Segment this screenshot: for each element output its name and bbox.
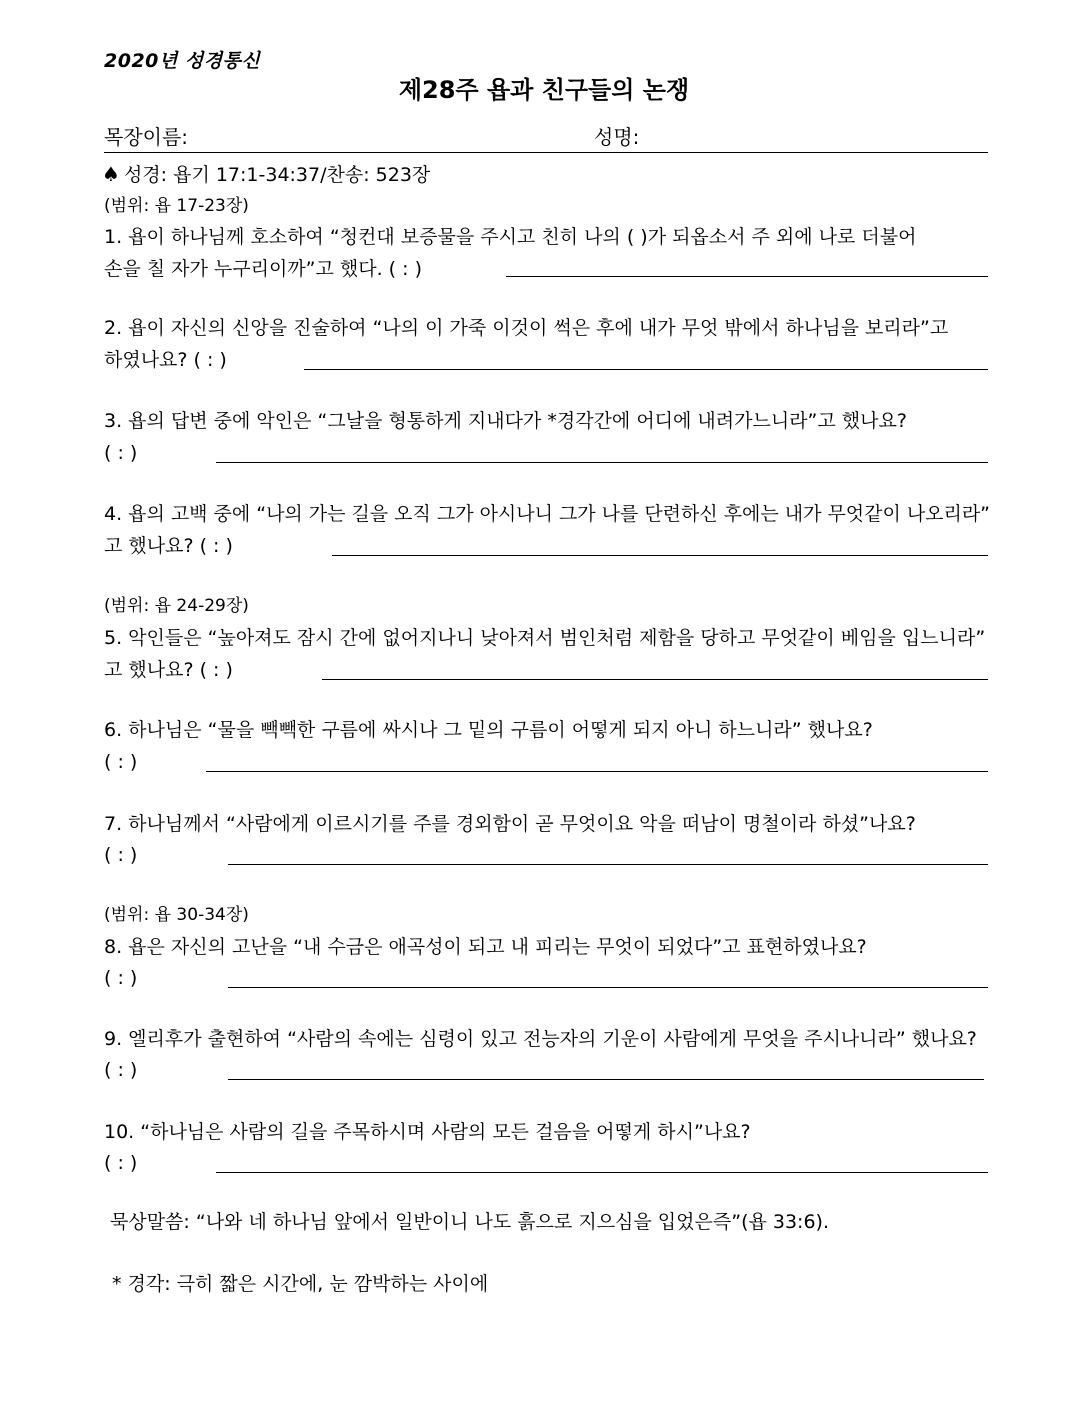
question-6-line1: 6. 하나님은 “물을 빽빽한 구름에 싸시나 그 밑의 구름이 어떻게 되지 아니 하느니라” 했나요?	[104, 719, 873, 741]
footnote: * 경각: 극히 짧은 시간에, 눈 깜박하는 사이에	[112, 1273, 489, 1295]
page-title: 제28주 욥과 친구들의 논쟁	[398, 76, 690, 104]
memory-verse: 묵상말씀: “나와 네 하나님 앞에서 일반이니 나도 흙으로 지으심을 입었은즉”(욥 33:6).	[110, 1211, 829, 1233]
person-name-label: 성명:	[594, 125, 640, 149]
answer-line-7[interactable]	[228, 864, 988, 865]
question-7-line2: ( : )	[104, 844, 138, 866]
name-fields-row	[104, 122, 988, 153]
question-1-line1: 1. 욥이 하나님께 호소하여 “청컨대 보증물을 주시고 친히 나의 ( )가 되옵소서 주 외에 나로 더불어	[104, 226, 917, 248]
spade-icon: ♠	[102, 162, 120, 186]
newsletter-tag: 2020년 성경통신	[104, 50, 261, 72]
reading-text: 성경: 욥기 17:1-34:37/찬송: 523장	[123, 164, 431, 186]
answer-line-10[interactable]	[216, 1172, 988, 1173]
range-heading: (범위: 욥 17-23장)	[104, 196, 249, 216]
question-4-line2: 고 했나요? ( : )	[104, 535, 233, 557]
question-10-line2: ( : )	[104, 1152, 138, 1174]
answer-line-2[interactable]	[304, 369, 988, 370]
answer-line-5[interactable]	[322, 679, 988, 680]
question-6-line2: ( : )	[104, 751, 138, 773]
question-3-line1: 3. 욥의 답변 중에 악인은 “그날을 형통하게 지내다가 *경각간에 어디에 내려가느니라”고 했나요?	[104, 410, 907, 432]
range-heading: (범위: 욥 30-34장)	[104, 905, 249, 925]
question-1-line2: 손을 칠 자가 누구리이까”고 했다. ( : )	[104, 258, 422, 280]
answer-line-4[interactable]	[332, 555, 988, 556]
question-7-line1: 7. 하나님께서 “사람에게 이르시기를 주를 경외함이 곧 무엇이요 악을 떠남이 명철이라 하셨”나요?	[104, 813, 916, 835]
question-5-line1: 5. 악인들은 “높아져도 잠시 간에 없어지나니 낮아져서 범인처럼 제함을 당하고 무엇같이 베임을 입느니라”	[104, 627, 986, 649]
group-name-label: 목장이름:	[104, 125, 189, 149]
question-2-line2: 하였나요? ( : )	[104, 349, 227, 371]
answer-line-1[interactable]	[506, 276, 988, 277]
question-9-line1: 9. 엘리후가 출현하여 “사람의 속에는 심령이 있고 전능자의 기운이 사람에게 무엇을 주시나니라” 했나요?	[104, 1028, 977, 1050]
question-8-line1: 8. 욥은 자신의 고난을 “내 수금은 애곡성이 되고 내 피리는 무엇이 되었다”고 표현하였나요?	[104, 936, 867, 958]
answer-line-9[interactable]	[228, 1079, 984, 1080]
question-3-line2: ( : )	[104, 442, 138, 464]
range-heading: (범위: 욥 24-29장)	[104, 596, 249, 616]
question-5-line2: 고 했나요? ( : )	[104, 659, 233, 681]
reading-line	[102, 162, 430, 187]
question-2-line1: 2. 욥이 자신의 신앙을 진술하여 “나의 이 가죽 이것이 썩은 후에 내가 무엇 밖에서 하나님을 보리라”고	[104, 317, 949, 339]
question-9-line2: ( : )	[104, 1059, 138, 1081]
question-8-line2: ( : )	[104, 967, 138, 989]
answer-line-3[interactable]	[216, 462, 988, 463]
answer-line-8[interactable]	[228, 987, 988, 988]
question-10-line1: 10. “하나님은 사람의 길을 주목하시며 사람의 모든 걸음을 어떻게 하시”나요?	[104, 1121, 751, 1143]
answer-line-6[interactable]	[206, 771, 988, 772]
question-4-line1: 4. 욥의 고백 중에 “나의 가는 길을 오직 그가 아시나니 그가 나를 단련하신 후에는 내가 무엇같이 나오리라”	[104, 503, 990, 525]
